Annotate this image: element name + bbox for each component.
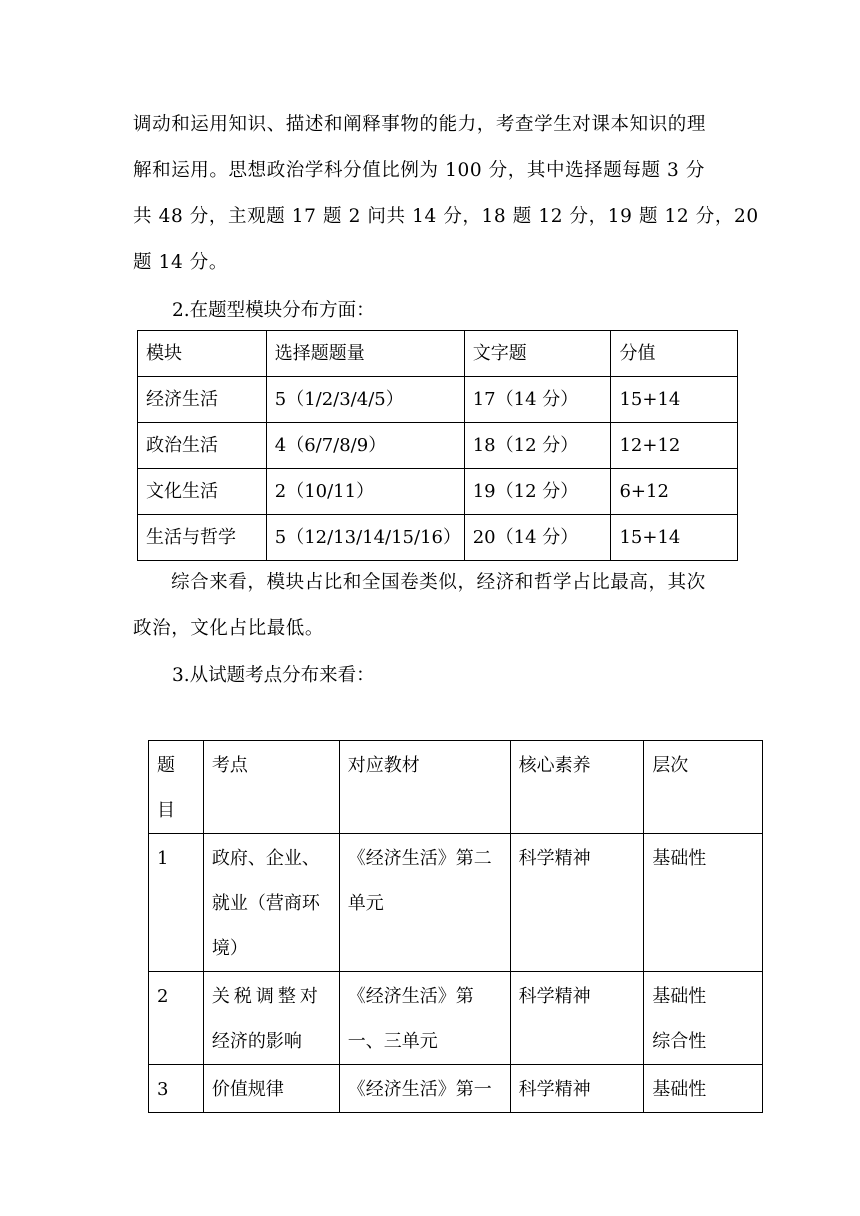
table-row	[138, 377, 738, 423]
paragraph-line: 共 48 分，主观题 17 题 2 问共 14 分，18 题 12 分，19 题 12 分，20	[133, 206, 759, 227]
paragraph-line: 调动和运用知识、描述和阐释事物的能力，考查学生对课本知识的理	[133, 114, 707, 135]
paragraph-line: 政治，文化占比最低。	[133, 618, 325, 639]
table-cell: 科学精神	[510, 1065, 644, 1113]
header-cell: 考点	[203, 741, 339, 834]
table-cell: 《经济生活》第一	[339, 1065, 510, 1113]
table-row	[138, 515, 738, 561]
table-row	[149, 834, 763, 972]
table-cell: 12+12	[611, 423, 738, 469]
table-cell: 3	[149, 1065, 204, 1113]
header-cell: 选择题题量	[266, 331, 464, 377]
table-cell: 《经济生活》第 一、三单元	[339, 972, 510, 1065]
exam-points-table	[148, 740, 763, 1113]
header-cell: 核心素养	[510, 741, 644, 834]
table-cell: 15+14	[611, 515, 738, 561]
table-cell: 关税调整对 经济的影响	[203, 972, 339, 1065]
table-cell: 1	[149, 834, 204, 972]
header-cell: 模块	[138, 331, 267, 377]
table-cell: 20（14 分）	[464, 515, 611, 561]
header-cell: 分值	[611, 331, 738, 377]
table-row	[149, 1065, 763, 1113]
intro-paragraph	[133, 102, 759, 286]
table-cell: 基础性 综合性	[644, 972, 763, 1065]
paragraph-line: 综合来看，模块占比和全国卷类似，经济和哲学占比最高，其次	[171, 572, 706, 593]
table-row	[149, 972, 763, 1065]
table-cell: 2	[149, 972, 204, 1065]
table-header-row	[149, 741, 763, 834]
table-cell: 5（1/2/3/4/5）	[266, 377, 464, 423]
table-cell: 2（10/11）	[266, 469, 464, 515]
table-cell: 15+14	[611, 377, 738, 423]
table-cell: 科学精神	[510, 972, 644, 1065]
table-cell: 科学精神	[510, 834, 644, 972]
paragraph-line: 解和运用。思想政治学科分值比例为 100 分，其中选择题每题 3 分	[133, 160, 706, 181]
table-row	[138, 423, 738, 469]
table-cell: 基础性	[644, 834, 763, 972]
summary-paragraph	[133, 560, 733, 652]
table-cell: 政治生活	[138, 423, 267, 469]
table-cell: 价值规律	[203, 1065, 339, 1113]
header-cell: 对应教材	[339, 741, 510, 834]
table-cell: 18（12 分）	[464, 423, 611, 469]
section-heading-module-distribution: 2.在题型模块分布方面：	[172, 300, 375, 321]
table-cell: 19（12 分）	[464, 469, 611, 515]
table-cell: 《经济生活》第二 单元	[339, 834, 510, 972]
header-cell: 文字题	[464, 331, 611, 377]
section-heading-exam-points: 3.从试题考点分布来看：	[172, 665, 375, 686]
table-cell: 政府、企业、 就业（营商环 境）	[203, 834, 339, 972]
module-distribution-table	[137, 330, 738, 561]
table-cell: 基础性	[644, 1065, 763, 1113]
table-cell: 4（6/7/8/9）	[266, 423, 464, 469]
header-cell: 层次	[644, 741, 763, 834]
table-cell: 文化生活	[138, 469, 267, 515]
table-cell: 6+12	[611, 469, 738, 515]
table-cell: 17（14 分）	[464, 377, 611, 423]
table-cell: 5（12/13/14/15/16）	[266, 515, 464, 561]
header-cell: 题 目	[149, 741, 204, 834]
table-cell: 生活与哲学	[138, 515, 267, 561]
table-cell: 经济生活	[138, 377, 267, 423]
table-header-row	[138, 331, 738, 377]
table-row	[138, 469, 738, 515]
paragraph-line: 题 14 分。	[133, 252, 229, 273]
